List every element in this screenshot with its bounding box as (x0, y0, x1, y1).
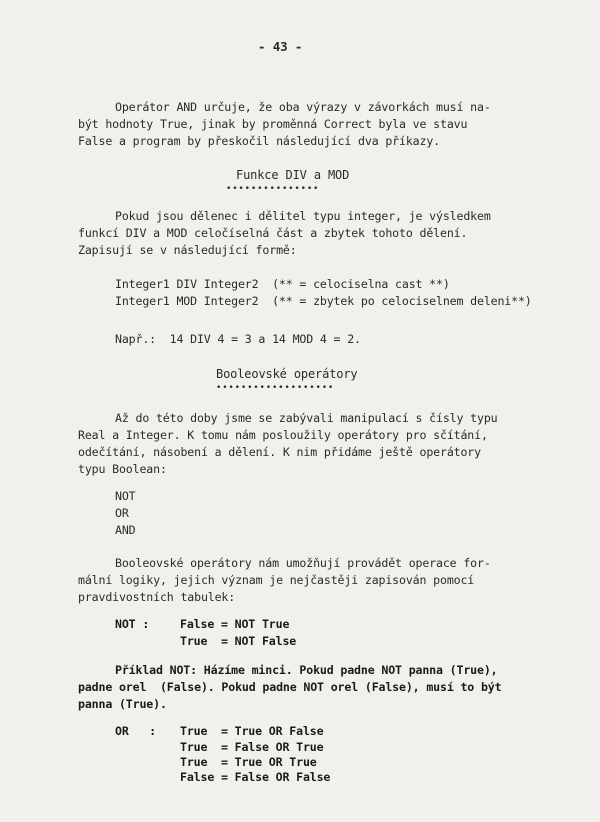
not-table-row-2: True = NOT False (180, 634, 297, 648)
boolean-para2-line-2: mální logiky, jejich význam je nejčastěji zapisován pomocí (78, 573, 475, 587)
not-example-line-2: padne orel (False). Pokud padne NOT orel (False), musí to být (78, 680, 502, 694)
not-example-line-1: Příklad NOT: Házíme minci. Pokud padne NOT panna (True), (115, 663, 498, 677)
operator-or: OR (115, 506, 129, 520)
not-example-line-3: panna (True). (78, 697, 167, 711)
boolean-para2-line-3: pravdivostních tabulek: (78, 590, 236, 604)
section-title-underline: ••••••••••••••••••• (216, 383, 335, 393)
boolean-para-line-2: Real a Integer. K tomu nám posloužily operátory pro sčítání, (78, 428, 488, 442)
boolean-para-line-1: Až do této doby jsme se zabývali manipulací s čísly typu (115, 411, 498, 425)
section-title-underline: ••••••••••••••• (226, 184, 320, 194)
boolean-para2-line-1: Booleovské operátory nám umožňují provádět operace for- (115, 556, 491, 570)
div-mod-example: Např.: 14 DIV 4 = 3 a 14 MOD 4 = 2. (115, 332, 361, 346)
boolean-para-line-3: odečítání, násobení a dělení. K nim přidáme ještě operátory (78, 445, 481, 459)
or-table-row-3: True = True OR True (180, 755, 317, 769)
div-mod-para-line-1: Pokud jsou dělenec i dělitel typu integer, je výsledkem (115, 209, 491, 223)
intro-line-3: False a program by přeskočil následující dva příkazy. (78, 134, 440, 148)
div-mod-para-line-2: funkcí DIV a MOD celočíselná část a zbytek tohoto dělení. (78, 226, 468, 240)
or-table-row-1: True = True OR False (180, 724, 324, 738)
boolean-para-line-4: typu Boolean: (78, 462, 167, 476)
section-title-boolean: Booleovské operátory (216, 367, 358, 381)
intro-line-1: Operátor AND určuje, že oba výrazy v závorkách musí na- (115, 100, 491, 114)
intro-line-2: být hodnoty True, jinak by proměnná Correct byla ve stavu (78, 117, 468, 131)
operator-not: NOT (115, 489, 136, 503)
not-table-label: NOT : (115, 617, 150, 631)
code-mod-line: Integer1 MOD Integer2 (** = zbytek po celociselnem deleni**) (115, 294, 532, 308)
section-title-div-mod: Funkce DIV a MOD (236, 168, 350, 182)
operator-and: AND (115, 523, 136, 537)
page-number: - 43 - (258, 39, 303, 54)
or-table-row-2: True = False OR True (180, 740, 324, 754)
not-table-row-1: False = NOT True (180, 617, 290, 631)
code-div-line: Integer1 DIV Integer2 (** = celociselna cast **) (115, 277, 450, 291)
or-table-row-4: False = False OR False (180, 770, 331, 784)
div-mod-para-line-3: Zapisují se v následující formě: (78, 243, 297, 257)
or-table-label: OR : (115, 724, 156, 738)
